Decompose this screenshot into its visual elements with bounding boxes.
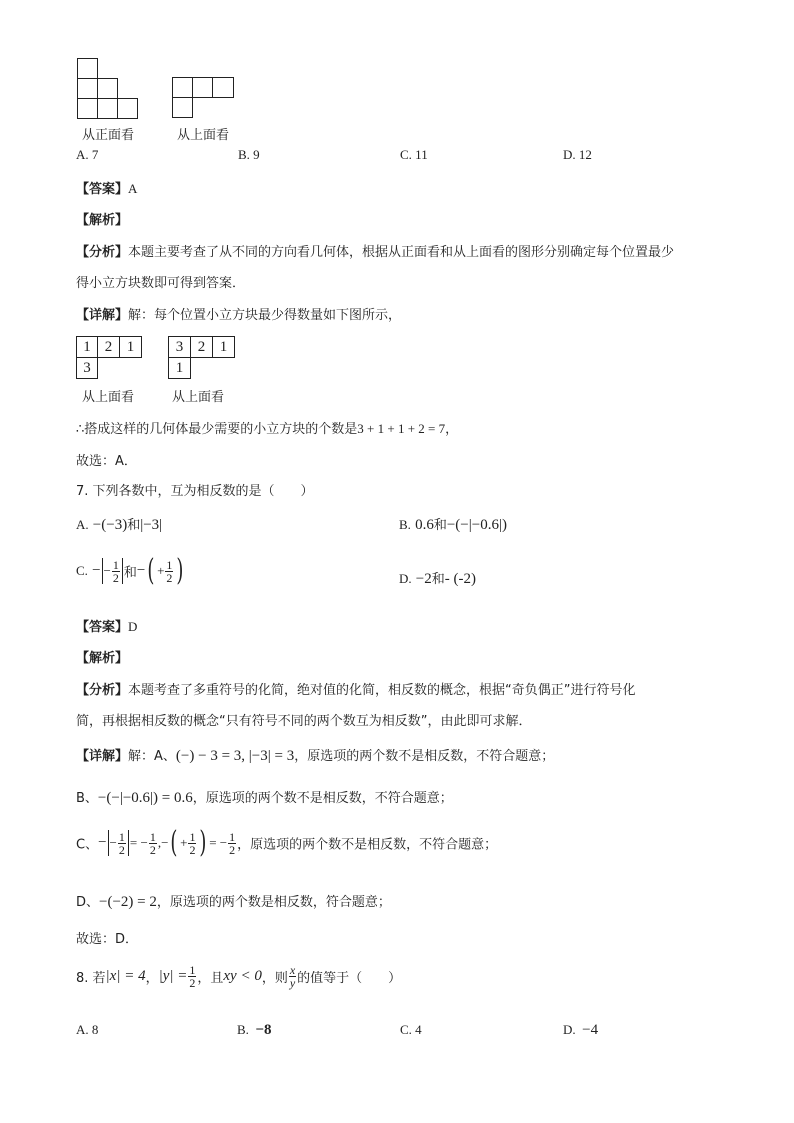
option-and: 和 <box>431 572 445 587</box>
fenxi-text: 本题主要考查了从不同的方向看几何体，根据从正面看和从上面看的图形分别确定每个位置最少 <box>128 245 675 260</box>
separator: ,− <box>157 835 169 850</box>
grid-cell: 1 <box>212 336 235 358</box>
option-label: C. <box>76 563 88 578</box>
option-label: D. <box>399 571 412 586</box>
grid-cell: 1 <box>168 357 191 379</box>
front-view-cell <box>117 98 138 119</box>
q6-option-d: D. 12 <box>563 147 592 162</box>
abs-bar <box>108 830 109 856</box>
q7-option-b <box>399 514 507 534</box>
q7-detail-b <box>76 787 453 807</box>
detail-text: ，原选项的两个数是相反数，符合题意； <box>156 895 391 910</box>
q6-answer <box>76 178 137 197</box>
condition: xy < 0 <box>223 968 262 984</box>
fraction-denominator: 2 <box>149 842 156 857</box>
fraction-numerator: 1 <box>149 829 156 844</box>
detail-text: ，原选项的两个数不是相反数，不符合题意； <box>192 791 453 806</box>
fraction-denominator: y <box>289 976 296 990</box>
front-view-cell <box>77 58 98 79</box>
answer-value: D <box>128 619 138 634</box>
q8-option-c: C. 4 <box>400 1022 422 1037</box>
fraction-numerator: 1 <box>118 829 125 844</box>
detail-label: 【详解】 <box>76 749 129 764</box>
option-and: 和 <box>127 518 141 533</box>
grid-cell: 3 <box>76 357 98 379</box>
q7-final: 故选：D． <box>76 932 139 947</box>
top-view-cell <box>172 77 193 98</box>
option-expr: 0.6 <box>415 517 434 533</box>
right-paren: ) <box>176 553 184 588</box>
detail-label: 【详解】 <box>76 308 129 323</box>
q6-option-b: B. 9 <box>238 147 260 162</box>
q7-detail-a <box>76 745 554 765</box>
fraction-denominator: 2 <box>229 842 236 857</box>
fraction <box>188 831 196 856</box>
abs-y: |y| = <box>158 968 188 984</box>
conclusion-end: ， <box>445 422 459 437</box>
front-view-cell <box>97 78 118 99</box>
q7-answer <box>76 616 137 635</box>
q6-option-a: A. 7 <box>76 147 99 162</box>
fraction-numerator: 1 <box>189 963 196 977</box>
fenxi-label: 【分析】 <box>76 683 129 698</box>
option-expr: - (-2) <box>444 571 476 587</box>
condition-suffix: ，则 <box>261 971 288 986</box>
fraction-denominator: 2 <box>189 976 196 990</box>
q7-analysis-label: 【解析】 <box>76 651 129 666</box>
fraction <box>228 831 236 856</box>
grid-cell: 2 <box>190 336 213 358</box>
q7-detail-c <box>76 825 498 860</box>
fraction <box>112 559 120 584</box>
front-view-cell <box>77 78 98 99</box>
fraction-numerator: 1 <box>112 557 119 572</box>
detail-text: 解：每个位置小立方块最少得数量如下图所示， <box>128 308 402 323</box>
grid-cell: 2 <box>97 336 120 358</box>
abs-x: |x| = 4 <box>105 968 146 984</box>
q7-option-c <box>76 553 186 588</box>
answer-label: 【答案】 <box>76 182 129 197</box>
minus-sign: − <box>103 563 111 578</box>
minus-sign: − <box>98 834 107 851</box>
conclusion-expr: 3 + 1 + 1 + 2 = 7 <box>357 421 446 436</box>
abs-bar <box>128 830 129 856</box>
q6-conclusion <box>76 418 458 437</box>
fraction <box>165 559 173 584</box>
front-view-cell <box>77 98 98 119</box>
fraction-numerator: x <box>289 963 296 977</box>
detail-prefix: 解：A、 <box>128 749 176 764</box>
stem-end: 的值等于（ ） <box>297 971 402 986</box>
fraction-denominator: 2 <box>166 570 173 585</box>
q7-detail-d <box>76 891 391 911</box>
detail-expr: (−) − 3 = 3, |−3| = 3 <box>175 748 295 764</box>
front-view-cell <box>97 98 118 119</box>
q8-option-a: A. 8 <box>76 1022 99 1037</box>
option-expr: −(−3) <box>92 517 128 533</box>
detail-text: ，原选项的两个数不是相反数，不符合题意； <box>294 749 555 764</box>
top-view-cell <box>212 77 234 98</box>
option-and: 和 <box>123 565 137 581</box>
equals: = − <box>129 835 148 850</box>
fraction-numerator: 1 <box>189 829 196 844</box>
option-label: A. <box>76 517 89 532</box>
option-label: B. <box>399 517 411 532</box>
q7-fenxi-line2: 简，再根据相反数的概念“只有符号不同的两个数互为相反数”，由此即可求解． <box>76 714 532 729</box>
minus-sign: − <box>136 562 146 579</box>
q8-option-d <box>563 1022 598 1039</box>
minus-sign: − <box>92 562 101 579</box>
q6-option-c: C. 11 <box>400 147 428 162</box>
detail-expr: −(−|−0.6|) = 0.6 <box>97 790 193 806</box>
detail-prefix: D、 <box>76 895 100 910</box>
fraction-numerator: 1 <box>229 829 236 844</box>
q7-fenxi-line1 <box>76 679 636 698</box>
condition-prefix: ，且 <box>197 971 224 986</box>
grid-cell: 1 <box>119 336 142 358</box>
fenxi-label: 【分析】 <box>76 245 129 260</box>
q6-fenxi-line1 <box>76 241 674 260</box>
left-paren: ( <box>170 825 178 860</box>
q6-fenxi-line2: 得小立方块数即可得到答案． <box>76 276 246 291</box>
fenxi-text: 本题考查了多重符号的化简，绝对值的化简，相反数的概念，根据“奇负偶正”进行符号化 <box>128 683 636 698</box>
fraction <box>149 831 157 856</box>
fraction-denominator: 2 <box>189 842 196 857</box>
detail-prefix: B、 <box>76 791 98 806</box>
q7-stem: 7. 下列各数中，互为相反数的是（ ） <box>76 484 314 499</box>
q7-option-d <box>399 568 476 588</box>
minus-sign: − <box>109 835 117 850</box>
front-view-caption: 从正面看 <box>82 128 135 143</box>
answer-value: A <box>128 181 138 196</box>
fraction-denominator: 2 <box>112 570 119 585</box>
answer-label: 【答案】 <box>76 620 129 635</box>
plus-sign: + <box>180 835 188 850</box>
detail-text: ，原选项的两个数不是相反数，不符合题意； <box>237 837 498 853</box>
option-expr: |−3| <box>140 517 163 533</box>
option-expr: −2 <box>415 571 432 587</box>
fraction-numerator: 1 <box>166 557 173 572</box>
option-value: −4 <box>582 1022 599 1038</box>
grid-cell: 3 <box>168 336 191 358</box>
option-and: 和 <box>433 518 447 533</box>
q8-option-b <box>237 1022 271 1039</box>
option-expr: −(−|−0.6|) <box>446 517 507 533</box>
top-view-caption: 从上面看 <box>177 128 230 143</box>
grid-cell: 1 <box>76 336 98 358</box>
comma: ， <box>145 971 159 986</box>
abs-bar <box>102 558 103 584</box>
detail-prefix: C、 <box>76 837 99 853</box>
top-view-cell <box>172 97 193 118</box>
abs-bar <box>122 558 123 584</box>
q6-analysis-label: 【解析】 <box>76 213 129 228</box>
option-label: D. <box>563 1022 576 1037</box>
ratio-fraction <box>289 964 296 989</box>
q8-stem <box>76 964 401 989</box>
q6-detail-intro <box>76 304 401 323</box>
stem-prefix: 8. 若 <box>76 971 106 986</box>
left-paren: ( <box>147 553 155 588</box>
option-label: B. <box>237 1022 249 1037</box>
q6-final: 故选：A． <box>76 454 137 469</box>
detail-expr: −(−2) = 2 <box>99 894 157 910</box>
fraction-denominator: 2 <box>118 842 125 857</box>
conclusion-text: ∴搭成这样的几何体最少需要的小立方块的个数是 <box>76 422 358 437</box>
fraction <box>188 964 196 989</box>
q7-option-a <box>76 514 162 534</box>
right-paren: ) <box>199 825 207 860</box>
fraction <box>118 831 126 856</box>
option-value: −8 <box>255 1022 272 1038</box>
equals: = − <box>209 835 228 850</box>
top-view-cell <box>192 77 213 98</box>
plus-sign: + <box>157 563 165 578</box>
count-grid-2-caption: 从上面看 <box>172 390 225 405</box>
count-grid-1-caption: 从上面看 <box>82 390 135 405</box>
